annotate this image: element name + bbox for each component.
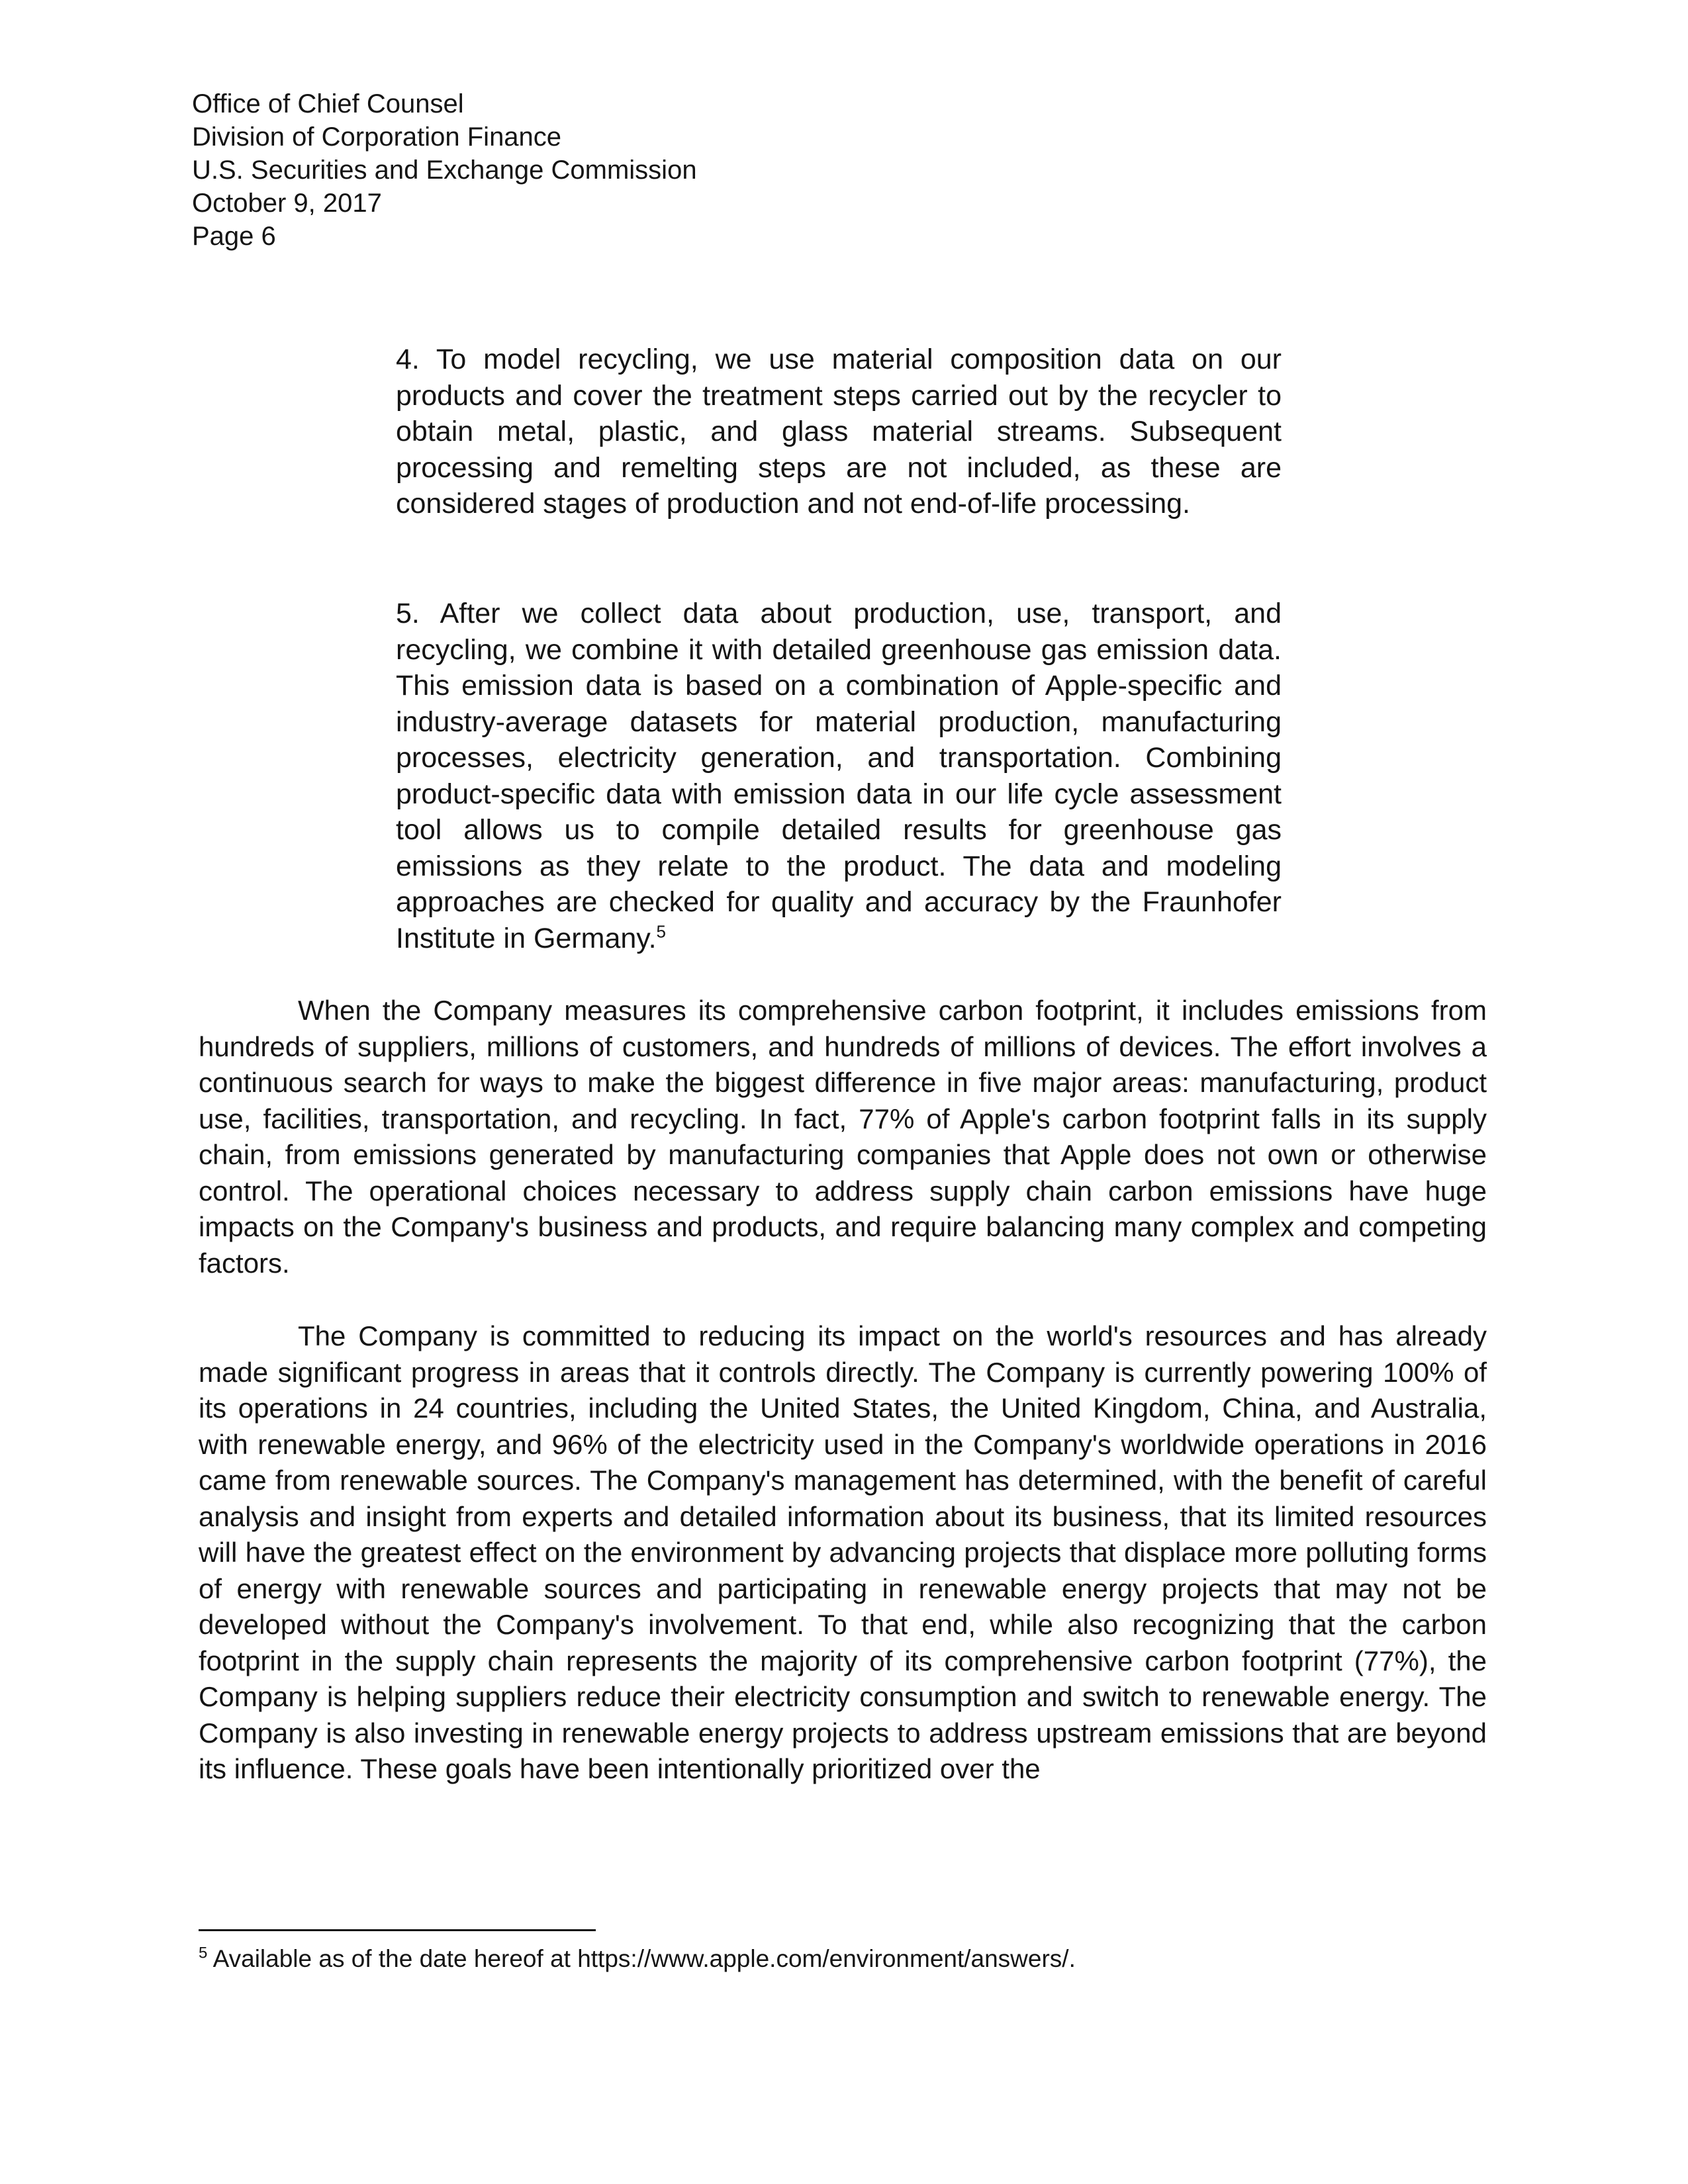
footnote-divider [199,1929,596,1931]
quoted-item-5-text: 5. After we collect data about production, use, transport, and recycling, we combine it with detailed greenhouse gas emission data. This emission data is based on a combination of Apple-specific and industry-average datasets for material production, manufacturing processes, electricity generation, and transportation. Combining product-specific data with emission data in our life cycle assessment tool allows us to compile detailed results for greenhouse gas emissions as they relate to the product. The data and modeling approaches are checked for quality and accuracy by the Fraunhofer Institute in Germany. [396,598,1282,954]
quoted-item-4-text: 4. To model recycling, we use material composition data on our products and cover the treatment steps carried out by the recycler to obtain metal, plastic, and glass material streams. Subsequent processing and remelting steps are not included, as these are considered stages of production and not end-of-life processing. [396,343,1282,520]
header-date: October 9, 2017 [192,189,382,218]
footnote [199,1943,1076,1975]
letter-header [192,87,697,253]
body-paragraph: When the Company measures its comprehensive carbon footprint, it includes emissions from hundreds of suppliers, millions of customers, and hundreds of millions of devices. The effort involves a continuous search for ways to make the biggest difference in five major areas: manufacturing, product use, facilities, transportation, and recycling. In fact, 77% of Apple's carbon footprint falls in its supply chain, from emissions generated by manufacturing companies that Apple does not own or otherwise control. The operational choices necessary to address supply chain carbon emissions have huge impacts on the Company's business and products, and require balancing many complex and competing factors. [199,995,1487,1279]
footnote-number: 5 [199,1944,208,1962]
quoted-item-5 [396,596,1282,956]
header-agency: U.S. Securities and Exchange Commission [192,156,697,185]
footnote-text: Available as of the date hereof at https://www.apple.com/environment/answers/. [212,1945,1076,1972]
quoted-item-4 [396,341,1282,522]
footnote-reference: 5 [656,921,666,942]
body-paragraph: The Company is committed to reducing its impact on the world's resources and has already made significant progress in areas that it controls directly. The Company is currently powering 100% of its operations in 24 countries, including the United States, the United Kingdom, China, and Australia, with renewable energy, and 96% of the electricity used in the Company's worldwide operations in 2016 came from renewable sources. The Company's management has determined, with the benefit of careful analysis and insight from experts and detailed information about its business, that its limited resources will have the greatest effect on the environment by advancing projects that displace more polluting forms of energy with renewable sources and participating in renewable energy projects that may not be developed without the Company's involvement. To that end, while also recognizing that the carbon footprint in the supply chain represents the majority of its comprehensive carbon footprint (77%), the Company is helping suppliers reduce their electricity consumption and switch to renewable energy. The Company is also investing in renewable energy projects to address upstream emissions that are beyond its influence. These goals have been intentionally prioritized over the [199,1320,1487,1784]
header-page-number: Page 6 [192,222,276,251]
header-office: Office of Chief Counsel [192,89,464,118]
header-division: Division of Corporation Finance [192,122,562,152]
